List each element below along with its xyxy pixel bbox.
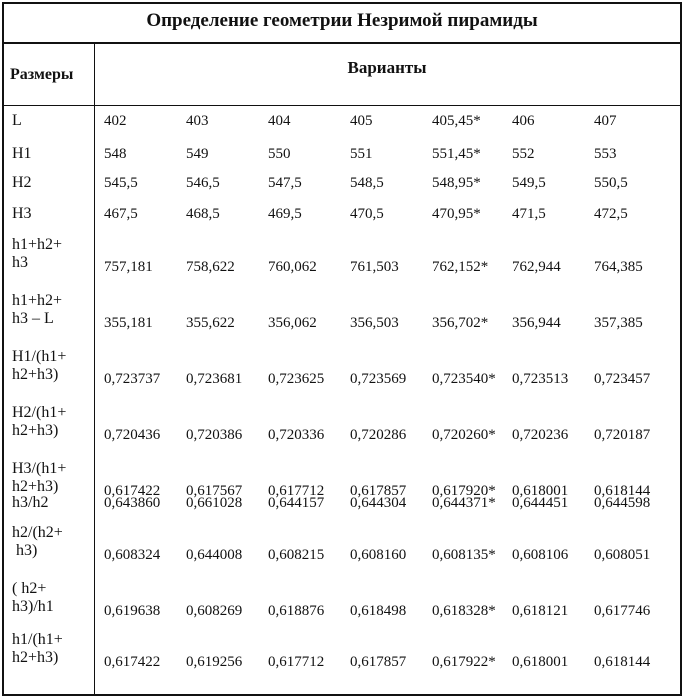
table-cell: 0,618144 bbox=[594, 654, 651, 670]
header-dimensions: Размеры bbox=[10, 66, 74, 83]
table-cell: 0,619256 bbox=[186, 654, 243, 670]
table-cell: 470,5 bbox=[350, 206, 384, 222]
table-cell: 402 bbox=[104, 113, 127, 129]
table-cell: 757,181 bbox=[104, 259, 153, 275]
table-cell: 355,622 bbox=[186, 315, 235, 331]
table-cell: 0,618001 bbox=[512, 483, 569, 499]
table-cell: 547,5 bbox=[268, 175, 302, 191]
table-cell: 0,618144 bbox=[594, 483, 651, 499]
header-variants: Варианты bbox=[347, 58, 427, 77]
row-label: h3/h2 bbox=[12, 494, 49, 511]
table-cell: 0,617922* bbox=[432, 654, 496, 670]
table-frame bbox=[2, 2, 682, 696]
table-cell: 548,95* bbox=[432, 175, 481, 191]
table-cell: 0,723513 bbox=[512, 371, 569, 387]
table-cell: 0,644451 bbox=[512, 495, 569, 511]
table-cell: 0,608106 bbox=[512, 547, 569, 563]
table-cell: 550,5 bbox=[594, 175, 628, 191]
table-cell: 0,644371* bbox=[432, 495, 496, 511]
table-cell: 0,618498 bbox=[350, 603, 407, 619]
table-cell: 404 bbox=[268, 113, 291, 129]
table-cell: 0,723625 bbox=[268, 371, 325, 387]
table-cell: 0,644304 bbox=[350, 495, 407, 511]
table-cell: 0,617857 bbox=[350, 654, 407, 670]
table-cell: 764,385 bbox=[594, 259, 643, 275]
table-cell: 545,5 bbox=[104, 175, 138, 191]
table-cell: 548,5 bbox=[350, 175, 384, 191]
table-cell: 355,181 bbox=[104, 315, 153, 331]
header-row bbox=[4, 44, 680, 106]
table-cell: 551,45* bbox=[432, 146, 481, 162]
table-cell: 0,661028 bbox=[186, 495, 243, 511]
table-cell: 407 bbox=[594, 113, 617, 129]
table-cell: 550 bbox=[268, 146, 291, 162]
row-label: H3/(h1+ h2+h3) bbox=[12, 460, 67, 495]
table-cell: 0,643860 bbox=[104, 495, 161, 511]
table-cell: 0,608215 bbox=[268, 547, 325, 563]
table-cell: 406 bbox=[512, 113, 535, 129]
table-cell: 549 bbox=[186, 146, 209, 162]
table-cell: 551 bbox=[350, 146, 373, 162]
table-cell: 0,617920* bbox=[432, 483, 496, 499]
row-label: h1+h2+ h3 bbox=[12, 236, 63, 271]
table-cell: 0,644598 bbox=[594, 495, 651, 511]
table-cell: 0,608324 bbox=[104, 547, 161, 563]
table-cell: 552 bbox=[512, 146, 535, 162]
table-cell: 0,608051 bbox=[594, 547, 651, 563]
table-cell: 0,720187 bbox=[594, 427, 651, 443]
table-cell: 356,062 bbox=[268, 315, 317, 331]
table-cell: 0,723540* bbox=[432, 371, 496, 387]
table-cell: 405,45* bbox=[432, 113, 481, 129]
row-label: h1/(h1+ h2+h3) bbox=[12, 631, 63, 666]
table-cell: 0,608160 bbox=[350, 547, 407, 563]
table-cell: 0,720336 bbox=[268, 427, 325, 443]
table-cell: 405 bbox=[350, 113, 373, 129]
table-cell: 762,944 bbox=[512, 259, 561, 275]
table-cell: 0,618328* bbox=[432, 603, 496, 619]
column-divider bbox=[94, 44, 95, 694]
row-label: h1+h2+ h3 – L bbox=[12, 292, 63, 327]
table-cell: 0,617712 bbox=[268, 483, 325, 499]
table-cell: 467,5 bbox=[104, 206, 138, 222]
table-cell: 356,702* bbox=[432, 315, 489, 331]
table-cell: 553 bbox=[594, 146, 617, 162]
table-cell: 0,720260* bbox=[432, 427, 496, 443]
row-label: ( h2+ h3)/h1 bbox=[12, 580, 54, 615]
table-cell: 0,723681 bbox=[186, 371, 243, 387]
table-cell: 356,503 bbox=[350, 315, 399, 331]
row-label: H2 bbox=[12, 174, 32, 191]
table-cell: 760,062 bbox=[268, 259, 317, 275]
table-cell: 0,723457 bbox=[594, 371, 651, 387]
table-cell: 471,5 bbox=[512, 206, 546, 222]
table-cell: 0,617857 bbox=[350, 483, 407, 499]
table-cell: 472,5 bbox=[594, 206, 628, 222]
table-cell: 0,618876 bbox=[268, 603, 325, 619]
table-cell: 0,720436 bbox=[104, 427, 161, 443]
table-cell: 356,944 bbox=[512, 315, 561, 331]
table-cell: 0,617422 bbox=[104, 654, 161, 670]
table-cell: 758,622 bbox=[186, 259, 235, 275]
table-cell: 546,5 bbox=[186, 175, 220, 191]
table-cell: 0,617567 bbox=[186, 483, 243, 499]
table-title: Определение геометрии Незримой пирамиды bbox=[4, 4, 680, 44]
table-cell: 0,644008 bbox=[186, 547, 243, 563]
row-label: H2/(h1+ h2+h3) bbox=[12, 404, 67, 439]
table-cell: 0,720286 bbox=[350, 427, 407, 443]
table-cell: 469,5 bbox=[268, 206, 302, 222]
table-cell: 0,617712 bbox=[268, 654, 325, 670]
row-label: h2/(h2+ h3) bbox=[12, 524, 63, 559]
table-cell: 549,5 bbox=[512, 175, 546, 191]
table-cell: 762,152* bbox=[432, 259, 489, 275]
table-cell: 0,619638 bbox=[104, 603, 161, 619]
table-cell: 0,608269 bbox=[186, 603, 243, 619]
table-cell: 0,723569 bbox=[350, 371, 407, 387]
table-cell: 548 bbox=[104, 146, 127, 162]
table-cell: 470,95* bbox=[432, 206, 481, 222]
table-cell: 0,720386 bbox=[186, 427, 243, 443]
row-label: H3 bbox=[12, 205, 32, 222]
row-label: H1/(h1+ h2+h3) bbox=[12, 348, 67, 383]
table-cell: 468,5 bbox=[186, 206, 220, 222]
table-cell: 761,503 bbox=[350, 259, 399, 275]
table-cell: 0,720236 bbox=[512, 427, 569, 443]
table-cell: 0,608135* bbox=[432, 547, 496, 563]
table-cell: 0,617746 bbox=[594, 603, 651, 619]
table-cell: 0,723737 bbox=[104, 371, 161, 387]
table-cell: 0,644157 bbox=[268, 495, 325, 511]
table-cell: 0,618121 bbox=[512, 603, 569, 619]
table-cell: 357,385 bbox=[594, 315, 643, 331]
row-label: L bbox=[12, 112, 22, 129]
row-label: H1 bbox=[12, 145, 32, 162]
table-cell: 403 bbox=[186, 113, 209, 129]
table-cell: 0,617422 bbox=[104, 483, 161, 499]
table-cell: 0,618001 bbox=[512, 654, 569, 670]
